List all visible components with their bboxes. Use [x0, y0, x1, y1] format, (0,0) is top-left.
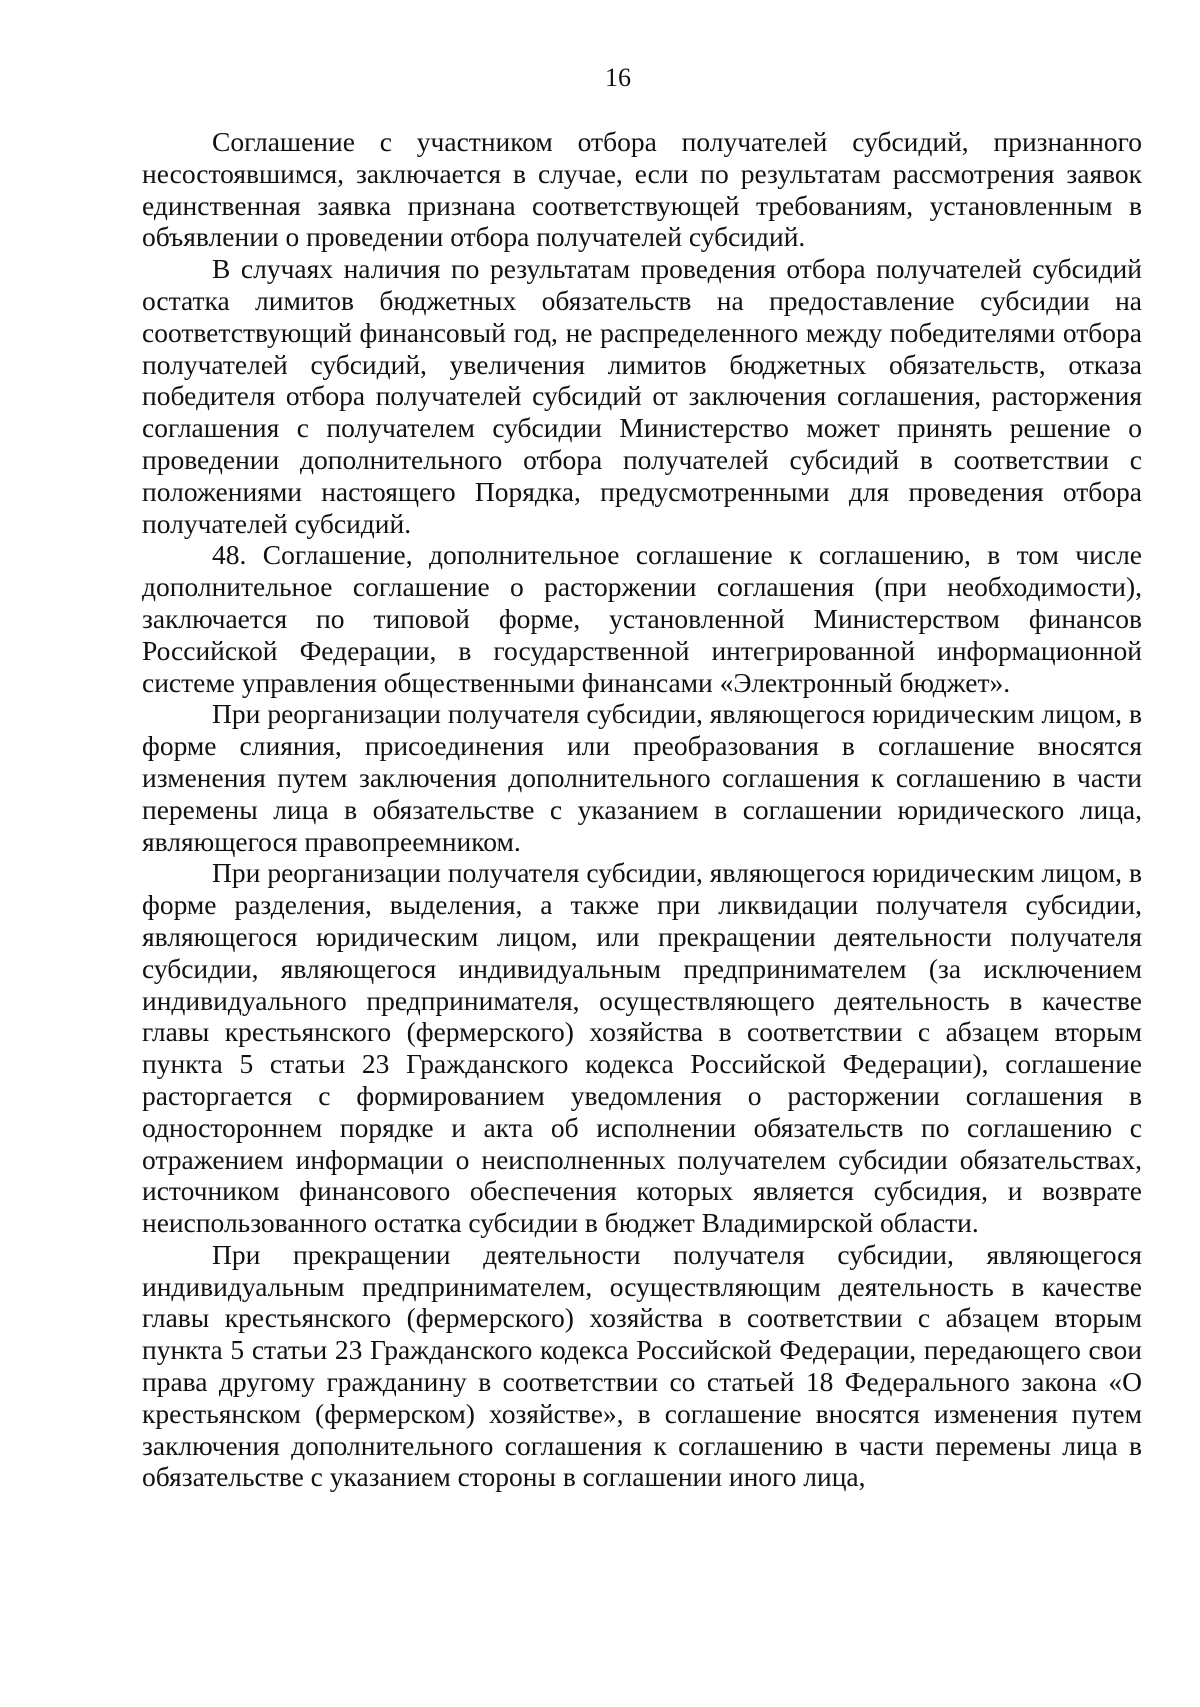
paragraph-reorganization-division: При реорганизации получателя субсидии, являющегося юридическим лицом, в форме разделения, выделения, а также при ликвидации получателя субсидии, являющегося юридическим лицом, или прекращении деятельности получателя субсидии, являющегося индивидуальным предпринимателем (за исключением индивидуального предпринимателя, осуществляющего деятельность в качестве главы крестьянского (фермерского) хозяйства в соответствии с абзацем вторым пункта 5 статьи 23 Гражданского кодекса Российской Федерации), соглашение расторгается с формированием уведомления о расторжении соглашения в одностороннем порядке и акта об исполнении обязательств по соглашению с отражением информации о неисполненных получателем субсидии обязательствах, источником финансового обеспечения которых является субсидия, и возврате неиспользованного остатка субсидии в бюджет Владимирской области. — [142, 857, 1142, 1239]
paragraph-reorganization-merger: При реорганизации получателя субсидии, являющегося юридическим лицом, в форме слияния, присоединения или преобразования в соглашение вносятся изменения путем заключения дополнительного соглашения к соглашению в части перемены лица в обязательстве с указанием в соглашении юридического лица, являющегося правопреемником. — [142, 698, 1142, 857]
document-body — [142, 126, 1142, 1493]
paragraph-contest-failed-agreement: Соглашение с участником отбора получателей субсидий, признанного несостоявшимся, заключается в случае, если по результатам рассмотрения заявок единственная заявка признана соответствующей требованиям, установленным в объявлении о проведении отбора получателей субсидий. — [142, 126, 1142, 253]
paragraph-farm-termination: При прекращении деятельности получателя субсидии, являющегося индивидуальным предпринимателем, осуществляющим деятельность в качестве главы крестьянского (фермерского) хозяйства в соответствии с абзацем вторым пункта 5 статьи 23 Гражданского кодекса Российской Федерации, передающего свои права другому гражданину в соответствии со статьей 18 Федерального закона «О крестьянском (фермерском) хозяйстве», в соглашение вносятся изменения путем заключения дополнительного соглашения к соглашению в части перемены лица в обязательстве с указанием стороны в соглашении иного лица, — [142, 1238, 1142, 1493]
paragraph-additional-selection: В случаях наличия по результатам проведения отбора получателей субсидий остатка лимитов бюджетных обязательств на предоставление субсидии на соответствующий финансовый год, не распределенного между победителями отбора получателей субсидий, увеличения лимитов бюджетных обязательств, отказа победителя отбора получателей субсидий от заключения соглашения, расторжения соглашения с получателем субсидии Министерство может принять решение о проведении дополнительного отбора получателей субсидий в соответствии с положениями настоящего Порядка, предусмотренными для проведения отбора получателей субсидий. — [142, 253, 1142, 539]
paragraph-clause-48: 48. Соглашение, дополнительное соглашение к соглашению, в том числе дополнительное соглашение о расторжении соглашения (при необходимости), заключается по типовой форме, установленной Министерством финансов Российской Федерации, в государственной интегрированной информационной системе управления общественными финансами «Электронный бюджет». — [142, 539, 1142, 698]
page-number: 16 — [605, 63, 631, 92]
